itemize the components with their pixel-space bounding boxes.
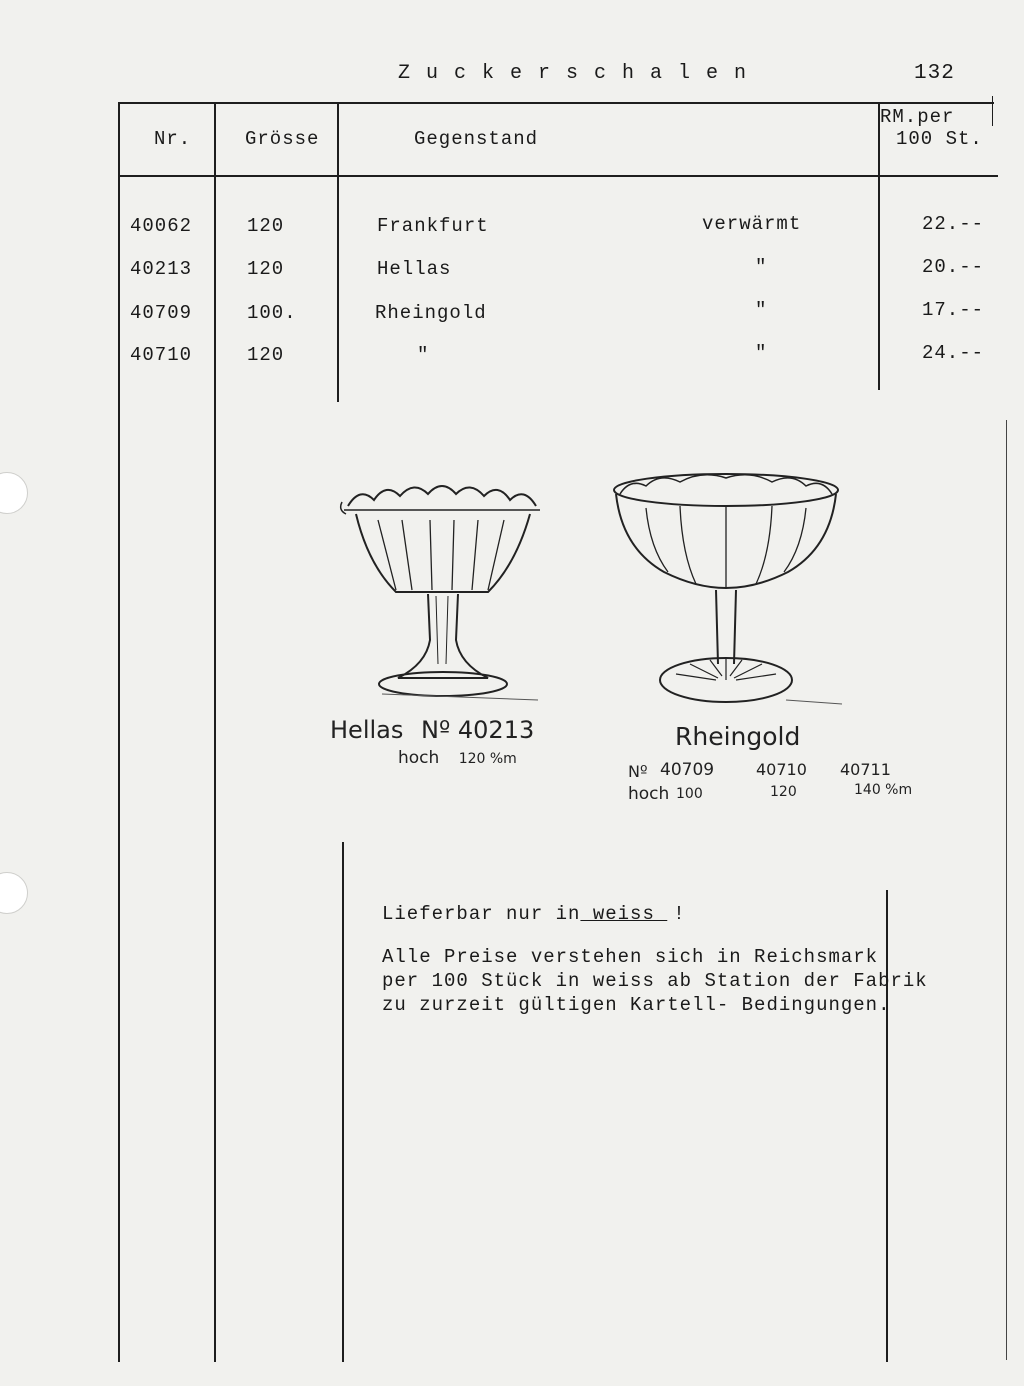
table-top-rule xyxy=(118,102,994,104)
cell-note: " xyxy=(755,256,768,278)
column-header-price-line2: 100 St. xyxy=(896,128,983,150)
lower-column-rule xyxy=(342,842,344,1362)
cell-nr: 40213 xyxy=(130,258,193,280)
cell-note: " xyxy=(755,299,768,321)
hellas-bowl-illustration xyxy=(338,480,548,710)
cell-price: 20.-- xyxy=(922,256,985,278)
cell-gegenstand: Rheingold xyxy=(375,302,487,324)
table-left-border xyxy=(118,102,120,1362)
column-header-price-line1: RM.per xyxy=(880,106,955,128)
hellas-number: Nº 40213 xyxy=(421,716,535,744)
cell-gegenstand: " xyxy=(417,344,430,366)
terms-line-3: zu zurzeit gültigen Kartell- Bedingungen. xyxy=(382,994,891,1016)
rheingold-height-140: 140 %m xyxy=(854,782,913,798)
rheingold-number-40709: 40709 xyxy=(660,760,715,780)
column-header-gegenstand: Gegenstand xyxy=(414,128,539,150)
cell-price: 24.-- xyxy=(922,342,985,364)
right-margin-rule xyxy=(1006,420,1007,1360)
rheingold-number-label: Nº xyxy=(628,762,648,781)
cell-price: 22.-- xyxy=(922,213,985,235)
cell-note: verwärmt xyxy=(702,213,802,235)
hellas-height xyxy=(398,748,517,768)
rheingold-height-label: hoch xyxy=(628,784,670,804)
availability-suffix: ! xyxy=(673,903,686,925)
rheingold-number-40710: 40710 xyxy=(756,760,807,779)
hellas-height-label: hoch xyxy=(398,748,440,768)
cell-note: " xyxy=(755,342,768,364)
availability-prefix: Lieferbar nur in xyxy=(382,903,581,925)
lower-right-rule xyxy=(886,890,888,1362)
availability-note xyxy=(382,903,686,925)
hellas-name: Hellas xyxy=(330,716,404,744)
table-right-border xyxy=(992,96,993,126)
page-title: Z u c k e r s c h a l e n xyxy=(398,62,749,85)
rheingold-height-100: 100 xyxy=(676,786,703,802)
rheingold-number-40711: 40711 xyxy=(840,760,891,779)
cell-gegenstand: Hellas xyxy=(377,258,452,280)
cell-groesse: 120 xyxy=(247,215,285,237)
terms-line-1: Alle Preise verstehen sich in Reichsmark xyxy=(382,946,879,968)
cell-groesse: 100. xyxy=(247,302,297,324)
punch-hole-top xyxy=(0,472,28,514)
cell-gegenstand: Frankfurt xyxy=(377,215,489,237)
hellas-caption xyxy=(330,716,534,744)
punch-hole-bottom xyxy=(0,872,28,914)
cell-nr: 40709 xyxy=(130,302,193,324)
hellas-height-value: 120 %m xyxy=(458,751,517,767)
page-number: 132 xyxy=(914,62,955,85)
column-header-groesse: Grösse xyxy=(245,128,320,150)
column-header-nr: Nr. xyxy=(154,128,192,150)
cell-price: 17.-- xyxy=(922,299,985,321)
table-header-rule xyxy=(118,175,998,177)
availability-emphasis: weiss xyxy=(580,903,668,925)
column-rule-gegenstand xyxy=(878,102,880,390)
terms-line-2: per 100 Stück in weiss ab Station der Fabrik xyxy=(382,970,928,992)
cell-groesse: 120 xyxy=(247,344,285,366)
rheingold-name: Rheingold xyxy=(675,722,801,751)
cell-groesse: 120 xyxy=(247,258,285,280)
column-rule-nr xyxy=(214,102,216,1362)
cell-nr: 40710 xyxy=(130,344,193,366)
rheingold-bowl-illustration xyxy=(606,468,846,718)
column-rule-groesse xyxy=(337,102,339,402)
cell-nr: 40062 xyxy=(130,215,193,237)
rheingold-height-120: 120 xyxy=(770,784,797,800)
